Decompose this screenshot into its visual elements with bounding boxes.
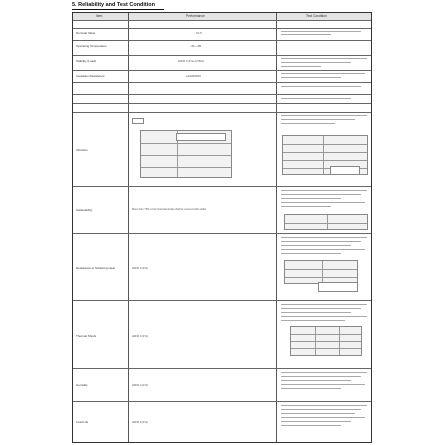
item-label: Operating Temperature: [76, 44, 107, 48]
condition-text-line: [281, 417, 365, 418]
condition-text-line: [281, 413, 355, 414]
row-divider: [73, 94, 371, 95]
item-label: Humidity: [76, 383, 88, 387]
condition-text-line: [281, 198, 341, 199]
condition-text-line: [281, 86, 361, 87]
row-divider: [73, 112, 371, 113]
condition-text-line: [281, 237, 367, 238]
item-label: Resistance to Soldering Heat: [76, 266, 115, 270]
performance-value: ≥10000MΩ: [186, 74, 201, 78]
thermal-shock-condition-table: [290, 326, 362, 356]
condition-text-line: [281, 405, 367, 406]
performance-value: More than 75% of terminal electrode shall be covered with solder: [132, 208, 207, 211]
item-label: Thermal Shock: [76, 334, 97, 338]
condition-text-line: [281, 73, 365, 74]
performance-value: -40~+85: [190, 44, 202, 48]
condition-text-line: [281, 409, 361, 410]
condition-text-line: [281, 119, 355, 120]
condition-text-line: [281, 62, 351, 63]
row-divider: [73, 300, 371, 301]
item-label: Nominal Value: [76, 31, 96, 35]
condition-text-line: [281, 241, 361, 242]
column-divider-item: [128, 13, 129, 442]
condition-text-line: [281, 376, 361, 377]
title-underline: [72, 9, 164, 10]
condition-text-line: [281, 66, 321, 67]
solderability-condition-table: [284, 214, 368, 230]
performance-value: ΔR/R ±(1%): [132, 420, 148, 424]
condition-text-line: [281, 320, 345, 321]
condition-text-line: [281, 425, 341, 426]
condition-text-line: [281, 253, 341, 254]
condition-text-line: [281, 245, 351, 246]
condition-text-line: [281, 123, 335, 124]
condition-text-line: [281, 308, 361, 309]
performance-value: ΔR/R ±(1%+0.05Ω): [178, 59, 204, 63]
condition-text-line: [281, 194, 361, 195]
performance-value: ΔR/R ±(1%): [132, 334, 148, 338]
condition-text-line: [281, 380, 351, 381]
document-title: 5. Reliability and Test Condition: [72, 2, 156, 8]
condition-text-line: [281, 304, 367, 305]
row-divider: [73, 28, 371, 29]
condition-text-line: [281, 98, 351, 99]
condition-text-line: [281, 190, 367, 191]
header-test-condition: Test Condition: [306, 14, 327, 18]
row-divider: [73, 82, 371, 83]
condition-text-line: [281, 202, 365, 203]
item-label: Load Life: [76, 420, 89, 424]
condition-text-line: [281, 388, 341, 389]
condition-text-line: [281, 31, 361, 32]
row-divider: [73, 55, 371, 56]
row-divider: [73, 401, 371, 402]
condition-text-line: [281, 206, 331, 207]
soldering-heat-condition-table: [284, 260, 358, 284]
performance-value: ΔR/R ±(1%): [132, 266, 148, 270]
row-divider: [73, 186, 371, 187]
row-divider: [73, 20, 371, 21]
header-item: Item: [96, 14, 103, 18]
header-performance: Performance: [186, 14, 205, 18]
soldering-heat-condition-subcell: [318, 282, 358, 292]
row-divider: [73, 103, 371, 104]
condition-text-line: [281, 312, 351, 313]
vibration-inner-box: [176, 133, 226, 141]
condition-text-line: [281, 384, 365, 385]
condition-text-line: [281, 115, 367, 116]
item-label: Insulation Resistance: [76, 74, 105, 78]
condition-text-line: [281, 372, 367, 373]
item-label: Vibration: [76, 148, 88, 152]
row-divider: [73, 40, 371, 41]
item-label: Stability (Load): [76, 59, 97, 63]
condition-text-line: [281, 249, 365, 250]
row-divider: [73, 70, 371, 71]
condition-text-line: [281, 34, 331, 35]
vibration-condition-subcell: [330, 166, 360, 175]
condition-text-line: [281, 316, 367, 317]
condition-text-line: [281, 58, 367, 59]
condition-text-line: [281, 77, 341, 78]
performance-value: ΔR/R ±(1%): [132, 383, 148, 387]
condition-text-line: [281, 421, 351, 422]
item-label: Solderability: [76, 208, 93, 212]
vibration-subtable-tab: [132, 118, 144, 124]
performance-value: ±0.5: [196, 31, 202, 35]
row-divider: [73, 233, 371, 234]
row-divider: [73, 368, 371, 369]
column-divider-performance: [276, 13, 277, 442]
